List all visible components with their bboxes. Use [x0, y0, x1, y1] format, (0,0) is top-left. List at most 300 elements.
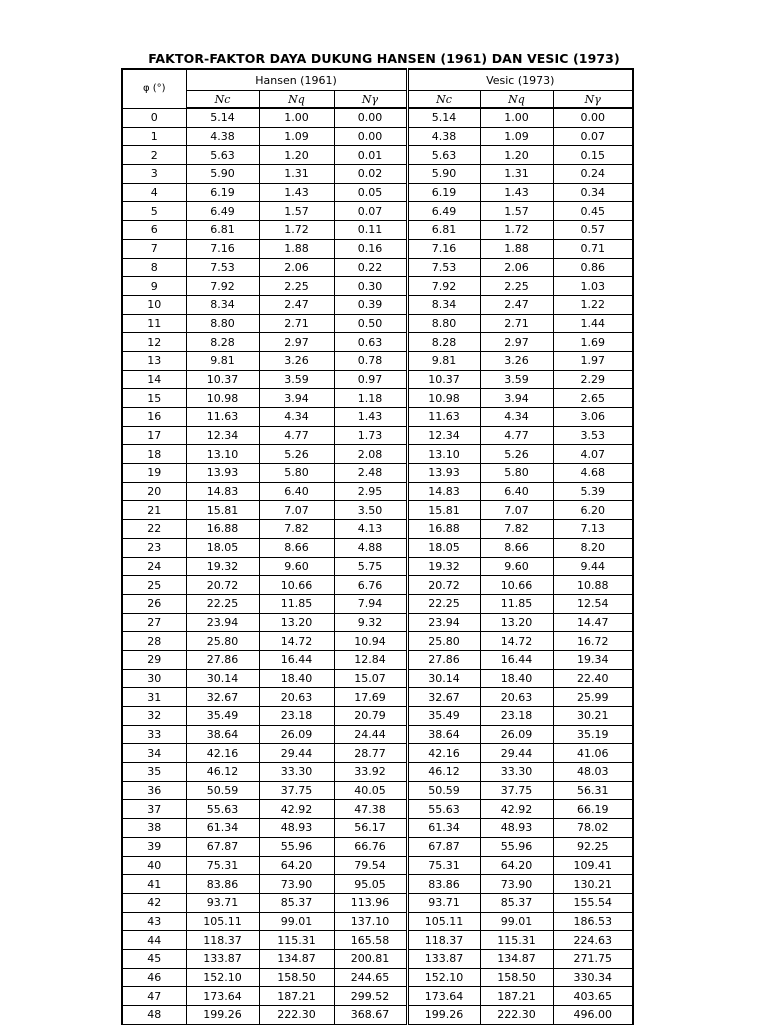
cell-hansen-ngamma: 40.05 — [334, 781, 407, 800]
cell-vesic-nq: 1.88 — [480, 239, 553, 258]
cell-vesic-nc: 22.25 — [407, 594, 480, 613]
cell-vesic-nq: 29.44 — [480, 744, 553, 763]
cell-vesic-nq: 1.00 — [480, 108, 553, 127]
table-row — [122, 557, 633, 576]
table-row — [122, 987, 633, 1006]
header-hansen-nc: Nc — [186, 91, 259, 109]
cell-hansen-nc: 10.98 — [186, 389, 259, 408]
cell-vesic-nq: 10.66 — [480, 576, 553, 595]
header-hansen: Hansen (1961) — [186, 69, 407, 91]
cell-vesic-ngamma: 4.68 — [553, 464, 633, 483]
cell-vesic-nc: 30.14 — [407, 669, 480, 688]
cell-hansen-nq: 2.47 — [259, 295, 334, 314]
cell-hansen-ngamma: 244.65 — [334, 968, 407, 987]
cell-hansen-ngamma: 0.11 — [334, 221, 407, 240]
cell-hansen-ngamma: 1.43 — [334, 408, 407, 427]
cell-phi: 18 — [122, 445, 186, 464]
cell-hansen-nq: 23.18 — [259, 707, 334, 726]
cell-hansen-nc: 8.28 — [186, 333, 259, 352]
cell-vesic-ngamma: 78.02 — [553, 819, 633, 838]
cell-hansen-ngamma: 200.81 — [334, 949, 407, 968]
cell-phi: 10 — [122, 295, 186, 314]
cell-hansen-nq: 187.21 — [259, 987, 334, 1006]
cell-hansen-nc: 6.19 — [186, 183, 259, 202]
cell-hansen-ngamma: 0.30 — [334, 277, 407, 296]
cell-hansen-ngamma: 12.84 — [334, 650, 407, 669]
cell-hansen-nc: 18.05 — [186, 538, 259, 557]
cell-vesic-ngamma: 0.34 — [553, 183, 633, 202]
cell-hansen-ngamma: 2.08 — [334, 445, 407, 464]
cell-hansen-ngamma: 47.38 — [334, 800, 407, 819]
table-row — [122, 370, 633, 389]
cell-vesic-ngamma: 224.63 — [553, 931, 633, 950]
cell-vesic-nc: 5.14 — [407, 108, 480, 127]
cell-phi: 21 — [122, 501, 186, 520]
cell-phi: 37 — [122, 800, 186, 819]
cell-vesic-ngamma: 330.34 — [553, 968, 633, 987]
cell-hansen-ngamma: 33.92 — [334, 763, 407, 782]
cell-vesic-nq: 4.34 — [480, 408, 553, 427]
cell-vesic-nc: 7.53 — [407, 258, 480, 277]
cell-vesic-nq: 64.20 — [480, 856, 553, 875]
cell-vesic-nq: 18.40 — [480, 669, 553, 688]
cell-vesic-nc: 7.16 — [407, 239, 480, 258]
cell-vesic-nc: 14.83 — [407, 482, 480, 501]
cell-vesic-nq: 55.96 — [480, 837, 553, 856]
cell-hansen-nq: 4.34 — [259, 408, 334, 427]
cell-hansen-nc: 15.81 — [186, 501, 259, 520]
cell-hansen-nc: 27.86 — [186, 650, 259, 669]
cell-phi: 20 — [122, 482, 186, 501]
cell-hansen-nc: 13.10 — [186, 445, 259, 464]
cell-vesic-nc: 7.92 — [407, 277, 480, 296]
cell-hansen-nc: 14.83 — [186, 482, 259, 501]
table-row — [122, 258, 633, 277]
header-vesic-ngamma: Nγ — [553, 91, 633, 109]
cell-vesic-ngamma: 25.99 — [553, 688, 633, 707]
cell-hansen-nc: 93.71 — [186, 893, 259, 912]
cell-vesic-nq: 9.60 — [480, 557, 553, 576]
cell-vesic-nq: 134.87 — [480, 949, 553, 968]
cell-hansen-nc: 6.81 — [186, 221, 259, 240]
cell-vesic-ngamma: 1.97 — [553, 351, 633, 370]
cell-vesic-nc: 42.16 — [407, 744, 480, 763]
cell-phi: 32 — [122, 707, 186, 726]
cell-hansen-nq: 3.26 — [259, 351, 334, 370]
cell-phi: 6 — [122, 221, 186, 240]
cell-hansen-nq: 85.37 — [259, 893, 334, 912]
cell-hansen-nc: 118.37 — [186, 931, 259, 950]
table-row — [122, 613, 633, 632]
cell-vesic-ngamma: 0.00 — [553, 108, 633, 127]
cell-vesic-ngamma: 1.44 — [553, 314, 633, 333]
cell-hansen-nq: 2.97 — [259, 333, 334, 352]
cell-phi: 15 — [122, 389, 186, 408]
cell-hansen-nc: 30.14 — [186, 669, 259, 688]
cell-hansen-nq: 1.20 — [259, 146, 334, 165]
cell-vesic-nq: 222.30 — [480, 1006, 553, 1025]
table-row — [122, 146, 633, 165]
cell-vesic-nc: 8.28 — [407, 333, 480, 352]
cell-vesic-nq: 3.59 — [480, 370, 553, 389]
cell-hansen-nc: 6.49 — [186, 202, 259, 221]
cell-phi: 23 — [122, 538, 186, 557]
cell-hansen-nq: 55.96 — [259, 837, 334, 856]
cell-hansen-nc: 35.49 — [186, 707, 259, 726]
cell-vesic-nc: 18.05 — [407, 538, 480, 557]
cell-vesic-nq: 33.30 — [480, 763, 553, 782]
cell-phi: 33 — [122, 725, 186, 744]
cell-hansen-nc: 75.31 — [186, 856, 259, 875]
header-vesic-nc: Nc — [407, 91, 480, 109]
table-row — [122, 669, 633, 688]
cell-hansen-nc: 9.81 — [186, 351, 259, 370]
cell-vesic-nc: 19.32 — [407, 557, 480, 576]
cell-hansen-nq: 11.85 — [259, 594, 334, 613]
cell-hansen-nc: 46.12 — [186, 763, 259, 782]
cell-vesic-ngamma: 14.47 — [553, 613, 633, 632]
cell-vesic-nc: 50.59 — [407, 781, 480, 800]
cell-phi: 11 — [122, 314, 186, 333]
cell-hansen-nc: 5.14 — [186, 108, 259, 127]
cell-phi: 1 — [122, 127, 186, 146]
cell-hansen-ngamma: 0.63 — [334, 333, 407, 352]
cell-hansen-nq: 99.01 — [259, 912, 334, 931]
cell-hansen-ngamma: 95.05 — [334, 875, 407, 894]
cell-hansen-nq: 1.72 — [259, 221, 334, 240]
cell-hansen-nq: 20.63 — [259, 688, 334, 707]
cell-phi: 31 — [122, 688, 186, 707]
cell-hansen-nq: 33.30 — [259, 763, 334, 782]
table-row — [122, 277, 633, 296]
table-row — [122, 650, 633, 669]
table-row — [122, 763, 633, 782]
cell-vesic-ngamma: 186.53 — [553, 912, 633, 931]
cell-hansen-nq: 6.40 — [259, 482, 334, 501]
cell-hansen-ngamma: 299.52 — [334, 987, 407, 1006]
table-row — [122, 875, 633, 894]
cell-vesic-nc: 6.49 — [407, 202, 480, 221]
header-vesic: Vesic (1973) — [407, 69, 633, 91]
table-row — [122, 408, 633, 427]
cell-vesic-nc: 4.38 — [407, 127, 480, 146]
table-row — [122, 688, 633, 707]
cell-vesic-nq: 14.72 — [480, 632, 553, 651]
table-row — [122, 1006, 633, 1025]
cell-phi: 29 — [122, 650, 186, 669]
cell-hansen-nq: 115.31 — [259, 931, 334, 950]
cell-vesic-nc: 6.81 — [407, 221, 480, 240]
cell-hansen-nq: 222.30 — [259, 1006, 334, 1025]
table-row — [122, 183, 633, 202]
cell-vesic-ngamma: 3.06 — [553, 408, 633, 427]
cell-vesic-nq: 23.18 — [480, 707, 553, 726]
cell-hansen-nc: 133.87 — [186, 949, 259, 968]
cell-hansen-ngamma: 24.44 — [334, 725, 407, 744]
cell-vesic-nq: 8.66 — [480, 538, 553, 557]
cell-vesic-ngamma: 496.00 — [553, 1006, 633, 1025]
table-row — [122, 912, 633, 931]
cell-vesic-nq: 3.26 — [480, 351, 553, 370]
cell-vesic-nc: 16.88 — [407, 520, 480, 539]
cell-vesic-nc: 13.10 — [407, 445, 480, 464]
cell-vesic-nc: 5.90 — [407, 165, 480, 184]
table-row — [122, 725, 633, 744]
cell-hansen-nq: 134.87 — [259, 949, 334, 968]
cell-vesic-nc: 55.63 — [407, 800, 480, 819]
cell-hansen-ngamma: 0.16 — [334, 239, 407, 258]
cell-vesic-nq: 2.71 — [480, 314, 553, 333]
cell-hansen-ngamma: 79.54 — [334, 856, 407, 875]
cell-hansen-ngamma: 113.96 — [334, 893, 407, 912]
cell-vesic-ngamma: 2.29 — [553, 370, 633, 389]
cell-hansen-nq: 1.43 — [259, 183, 334, 202]
cell-hansen-nq: 18.40 — [259, 669, 334, 688]
cell-vesic-nc: 15.81 — [407, 501, 480, 520]
cell-hansen-ngamma: 137.10 — [334, 912, 407, 931]
cell-hansen-nq: 14.72 — [259, 632, 334, 651]
cell-phi: 41 — [122, 875, 186, 894]
cell-vesic-nq: 7.07 — [480, 501, 553, 520]
cell-hansen-nq: 5.26 — [259, 445, 334, 464]
cell-phi: 9 — [122, 277, 186, 296]
cell-hansen-nc: 55.63 — [186, 800, 259, 819]
table-row — [122, 221, 633, 240]
cell-vesic-nq: 11.85 — [480, 594, 553, 613]
table-row — [122, 931, 633, 950]
cell-hansen-nq: 16.44 — [259, 650, 334, 669]
cell-vesic-ngamma: 1.22 — [553, 295, 633, 314]
cell-hansen-nc: 11.63 — [186, 408, 259, 427]
table-row — [122, 781, 633, 800]
cell-phi: 8 — [122, 258, 186, 277]
cell-vesic-ngamma: 109.41 — [553, 856, 633, 875]
cell-phi: 17 — [122, 426, 186, 445]
cell-vesic-nc: 13.93 — [407, 464, 480, 483]
cell-phi: 16 — [122, 408, 186, 427]
cell-vesic-nc: 10.98 — [407, 389, 480, 408]
cell-phi: 2 — [122, 146, 186, 165]
cell-vesic-ngamma: 0.57 — [553, 221, 633, 240]
cell-vesic-nc: 23.94 — [407, 613, 480, 632]
cell-phi: 0 — [122, 108, 186, 127]
cell-vesic-nq: 1.09 — [480, 127, 553, 146]
cell-hansen-ngamma: 3.50 — [334, 501, 407, 520]
cell-hansen-nq: 2.06 — [259, 258, 334, 277]
cell-vesic-ngamma: 0.86 — [553, 258, 633, 277]
cell-phi: 42 — [122, 893, 186, 912]
cell-hansen-nq: 9.60 — [259, 557, 334, 576]
cell-vesic-ngamma: 1.69 — [553, 333, 633, 352]
cell-hansen-nc: 12.34 — [186, 426, 259, 445]
cell-hansen-ngamma: 15.07 — [334, 669, 407, 688]
table-row — [122, 314, 633, 333]
table-row — [122, 127, 633, 146]
table-row — [122, 949, 633, 968]
table-row — [122, 426, 633, 445]
cell-vesic-nc: 35.49 — [407, 707, 480, 726]
cell-vesic-ngamma: 0.71 — [553, 239, 633, 258]
cell-vesic-nq: 5.26 — [480, 445, 553, 464]
table-row — [122, 501, 633, 520]
cell-vesic-nc: 67.87 — [407, 837, 480, 856]
cell-vesic-ngamma: 8.20 — [553, 538, 633, 557]
cell-phi: 19 — [122, 464, 186, 483]
cell-vesic-ngamma: 92.25 — [553, 837, 633, 856]
cell-vesic-ngamma: 403.65 — [553, 987, 633, 1006]
cell-hansen-ngamma: 0.78 — [334, 351, 407, 370]
cell-hansen-ngamma: 4.88 — [334, 538, 407, 557]
cell-hansen-nc: 22.25 — [186, 594, 259, 613]
cell-hansen-ngamma: 20.79 — [334, 707, 407, 726]
cell-phi: 40 — [122, 856, 186, 875]
cell-hansen-nc: 67.87 — [186, 837, 259, 856]
cell-hansen-nc: 7.16 — [186, 239, 259, 258]
cell-hansen-ngamma: 2.48 — [334, 464, 407, 483]
cell-hansen-nq: 2.71 — [259, 314, 334, 333]
cell-hansen-nc: 83.86 — [186, 875, 259, 894]
cell-phi: 43 — [122, 912, 186, 931]
cell-vesic-nc: 83.86 — [407, 875, 480, 894]
cell-phi: 39 — [122, 837, 186, 856]
table-row — [122, 351, 633, 370]
cell-vesic-ngamma: 66.19 — [553, 800, 633, 819]
cell-hansen-nq: 3.94 — [259, 389, 334, 408]
cell-hansen-nq: 4.77 — [259, 426, 334, 445]
cell-phi: 36 — [122, 781, 186, 800]
cell-vesic-nc: 20.72 — [407, 576, 480, 595]
cell-hansen-nc: 173.64 — [186, 987, 259, 1006]
cell-hansen-nc: 7.92 — [186, 277, 259, 296]
cell-vesic-nc: 93.71 — [407, 893, 480, 912]
cell-hansen-ngamma: 1.18 — [334, 389, 407, 408]
cell-hansen-ngamma: 0.07 — [334, 202, 407, 221]
table-row — [122, 576, 633, 595]
table-row — [122, 837, 633, 856]
cell-phi: 48 — [122, 1006, 186, 1025]
cell-vesic-nq: 2.97 — [480, 333, 553, 352]
table-row — [122, 482, 633, 501]
cell-hansen-ngamma: 56.17 — [334, 819, 407, 838]
cell-vesic-nq: 42.92 — [480, 800, 553, 819]
cell-vesic-nc: 5.63 — [407, 146, 480, 165]
cell-vesic-nq: 85.37 — [480, 893, 553, 912]
cell-vesic-nc: 105.11 — [407, 912, 480, 931]
cell-vesic-nq: 158.50 — [480, 968, 553, 987]
cell-hansen-nq: 8.66 — [259, 538, 334, 557]
table-body — [122, 108, 633, 1024]
cell-hansen-nc: 61.34 — [186, 819, 259, 838]
cell-vesic-nc: 10.37 — [407, 370, 480, 389]
cell-vesic-nq: 99.01 — [480, 912, 553, 931]
cell-phi: 13 — [122, 351, 186, 370]
cell-hansen-nq: 7.82 — [259, 520, 334, 539]
cell-hansen-nc: 8.34 — [186, 295, 259, 314]
cell-hansen-nq: 158.50 — [259, 968, 334, 987]
cell-hansen-ngamma: 7.94 — [334, 594, 407, 613]
cell-hansen-nq: 1.57 — [259, 202, 334, 221]
cell-hansen-nc: 13.93 — [186, 464, 259, 483]
table-row — [122, 594, 633, 613]
table-row — [122, 239, 633, 258]
cell-phi: 12 — [122, 333, 186, 352]
cell-hansen-nq: 1.31 — [259, 165, 334, 184]
cell-vesic-ngamma: 2.65 — [553, 389, 633, 408]
cell-hansen-ngamma: 0.00 — [334, 127, 407, 146]
table-row — [122, 445, 633, 464]
cell-hansen-ngamma: 6.76 — [334, 576, 407, 595]
cell-vesic-ngamma: 9.44 — [553, 557, 633, 576]
cell-phi: 14 — [122, 370, 186, 389]
cell-vesic-ngamma: 48.03 — [553, 763, 633, 782]
table-row — [122, 520, 633, 539]
cell-vesic-nq: 73.90 — [480, 875, 553, 894]
cell-phi: 45 — [122, 949, 186, 968]
cell-hansen-nc: 4.38 — [186, 127, 259, 146]
cell-hansen-nc: 5.63 — [186, 146, 259, 165]
cell-hansen-nq: 29.44 — [259, 744, 334, 763]
cell-vesic-ngamma: 0.15 — [553, 146, 633, 165]
table-row — [122, 108, 633, 127]
header-hansen-nq: Nq — [259, 91, 334, 109]
cell-vesic-ngamma: 56.31 — [553, 781, 633, 800]
cell-hansen-ngamma: 9.32 — [334, 613, 407, 632]
cell-vesic-nq: 1.31 — [480, 165, 553, 184]
cell-hansen-nc: 8.80 — [186, 314, 259, 333]
cell-hansen-nc: 38.64 — [186, 725, 259, 744]
cell-hansen-nc: 105.11 — [186, 912, 259, 931]
header-phi: φ (°) — [122, 69, 186, 108]
cell-vesic-nc: 38.64 — [407, 725, 480, 744]
cell-vesic-ngamma: 5.39 — [553, 482, 633, 501]
cell-phi: 38 — [122, 819, 186, 838]
cell-phi: 30 — [122, 669, 186, 688]
cell-hansen-ngamma: 0.00 — [334, 108, 407, 127]
cell-hansen-nq: 7.07 — [259, 501, 334, 520]
bearing-capacity-table — [121, 68, 634, 1025]
cell-vesic-nq: 26.09 — [480, 725, 553, 744]
table-row — [122, 295, 633, 314]
cell-vesic-ngamma: 6.20 — [553, 501, 633, 520]
table-row — [122, 744, 633, 763]
cell-hansen-ngamma: 368.67 — [334, 1006, 407, 1025]
cell-phi: 7 — [122, 239, 186, 258]
cell-hansen-ngamma: 0.50 — [334, 314, 407, 333]
table-row — [122, 464, 633, 483]
cell-hansen-ngamma: 0.02 — [334, 165, 407, 184]
cell-vesic-nc: 6.19 — [407, 183, 480, 202]
cell-vesic-nq: 1.43 — [480, 183, 553, 202]
cell-hansen-nq: 37.75 — [259, 781, 334, 800]
cell-vesic-ngamma: 3.53 — [553, 426, 633, 445]
cell-vesic-nc: 8.34 — [407, 295, 480, 314]
cell-phi: 46 — [122, 968, 186, 987]
cell-hansen-ngamma: 0.01 — [334, 146, 407, 165]
cell-vesic-nq: 2.25 — [480, 277, 553, 296]
cell-vesic-nc: 32.67 — [407, 688, 480, 707]
cell-hansen-ngamma: 165.58 — [334, 931, 407, 950]
cell-vesic-nq: 6.40 — [480, 482, 553, 501]
cell-vesic-ngamma: 271.75 — [553, 949, 633, 968]
cell-phi: 24 — [122, 557, 186, 576]
cell-vesic-ngamma: 19.34 — [553, 650, 633, 669]
cell-hansen-nq: 1.00 — [259, 108, 334, 127]
table-row — [122, 333, 633, 352]
cell-vesic-ngamma: 22.40 — [553, 669, 633, 688]
table-row — [122, 856, 633, 875]
cell-hansen-nq: 26.09 — [259, 725, 334, 744]
cell-hansen-nc: 19.32 — [186, 557, 259, 576]
